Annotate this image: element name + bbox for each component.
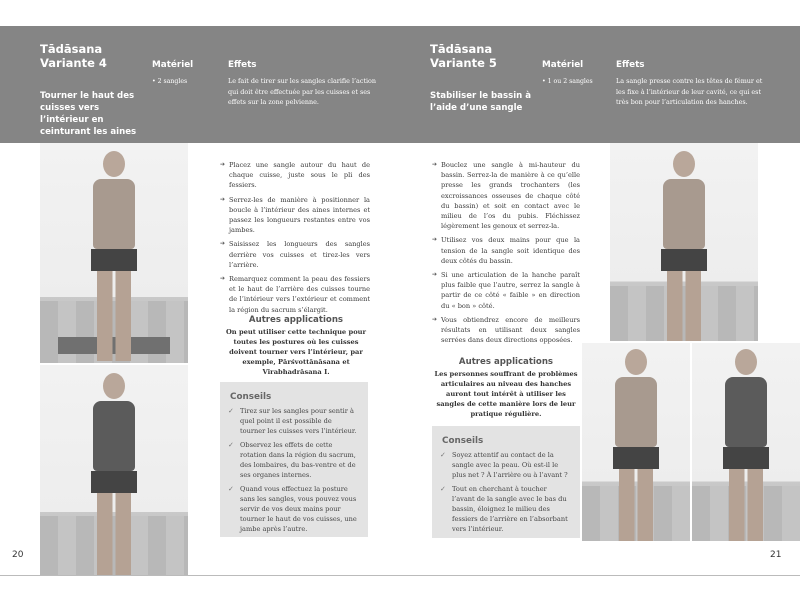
- right-apps-text: Les personnes souffrant de problèmes articulaires au niveau des hanches auront tout intérêt à utiliser les sangles de cette manière lors de leur pratique régulière.: [434, 370, 578, 418]
- figure-front-view: [91, 373, 137, 575]
- tip: ✓ Tirez sur les sangles pour sentir à quel point il est possible de tourner les cuisses vers l’intérieur.: [220, 406, 368, 436]
- step: ➔ Si une articulation de la hanche paraît plus faible que l’autre, serrez la sangle à partir de ce côté « faible » en direction du « bon » côté.: [432, 270, 580, 311]
- left-title: [40, 42, 107, 70]
- right-photo-back-bottom: [692, 343, 800, 541]
- bottom-rule: [0, 575, 800, 576]
- right-photo-strap-front: [610, 143, 758, 341]
- left-materiel: [152, 78, 187, 85]
- step: ➔ Placez une sangle autour du haut de chaque cuisse, juste sous le pli des fessiers.: [220, 160, 370, 191]
- left-title-variant: Variante 4: [40, 56, 107, 70]
- right-apps-heading: Autres applications: [458, 357, 554, 367]
- right-steps: [432, 160, 580, 349]
- right-effets: La sangle presse contre les têtes de fémur et les fixe à l’intérieur de leur cavité, ce qui est très bon pour l’articulation des hanches.: [616, 77, 763, 106]
- right-title: [430, 42, 497, 70]
- left-subtitle: Tourner le haut des cuisses vers l’intérieur en ceinturant les aines: [40, 91, 137, 137]
- left-conseils-box: [220, 382, 368, 537]
- figure-front-strap: [661, 151, 707, 341]
- left-conseils-heading: Conseils: [230, 392, 272, 402]
- right-conseils-box: [432, 426, 580, 538]
- right-materiel: [542, 78, 593, 85]
- step: ➔ Remarquez comment la peau des fessiers et le haut de l’arrière des cuisses tourne de l’intérieur vers l’extérieur et comment la région du sacrum s’élargit.: [220, 274, 370, 315]
- right-materiel-heading: Matériel: [542, 60, 584, 70]
- left-photo-front: [40, 365, 188, 575]
- right-photo-front-bottom: [582, 343, 690, 541]
- figure-front-strap-lower: [613, 349, 659, 541]
- page-number-right: 21: [770, 550, 782, 560]
- right-title-variant: Variante 5: [430, 56, 497, 70]
- tip: ✓ Quand vous effectuez la posture sans les sangles, vous pouvez vous servir de vos deux mains pour tourner le haut de vos cuisses, une jambe après l’autre.: [220, 484, 368, 534]
- step: ➔ Utilisez vos deux mains pour que la tension de la sangle soit identique des deux côtés du bassin.: [432, 235, 580, 266]
- left-materiel-heading: Matériel: [152, 60, 194, 70]
- left-other-applications: [222, 315, 370, 377]
- right-subtitle: Stabiliser le bassin à l’aide d’une sangle: [430, 91, 532, 113]
- step: ➔ Saisissez les longueurs des sangles derrière vos cuisses et tirez-les vers l’arrière.: [220, 239, 370, 270]
- left-photo-back: [40, 143, 188, 363]
- step: ➔ Vous obtiendrez encore de meilleurs résultats en utilisant deux sangles serrées dans deux directions opposées.: [432, 315, 580, 346]
- left-title-name: Tādāsana: [40, 42, 103, 56]
- right-materiel-text: 1 ou 2 sangles: [547, 78, 593, 85]
- step: ➔ Serrez-les de manière à positionner la boucle à l’intérieur des aines internes et passez les longueurs restantes entre vos jambes.: [220, 195, 370, 236]
- left-effets: Le fait de tirer sur les sangles clarifie l’action qui doit être effectuée par les cuisses et ses effets sur la zone pelvienne.: [228, 77, 377, 106]
- figure-back-strap: [723, 349, 769, 541]
- step: ➔ Bouclez une sangle à mi-hauteur du bassin. Serrez-la de manière à ce qu’elle presse les grands trochanters (les excroissances osseuses de chaque côté du bassin) et soit en contact avec le milieu de l’os du pubis. Fléchissez légèrement les genoux et serrez-la.: [432, 160, 580, 231]
- right-page: [400, 0, 800, 600]
- left-steps: [220, 160, 370, 319]
- tip: ✓ Tout en cherchant à toucher l’avant de la sangle avec le bas du bassin, éloignez le milieu des fessiers de l’arrière en l’absorbant vers l’intérieur.: [432, 484, 580, 534]
- left-materiel-text: 2 sangles: [157, 78, 188, 85]
- tip: ✓ Soyez attentif au contact de la sangle avec la peau. Où est-il le plus net ? À l’arrière ou à l’avant ?: [432, 450, 580, 480]
- left-effets-heading: Effets: [228, 60, 257, 70]
- left-apps-text: On peut utiliser cette technique pour toutes les postures où les cuisses doivent tourner vers l’intérieur, par exemple, Pārśvottānāsana et Vīrabhadrāsana I.: [225, 328, 367, 376]
- right-other-applications: [432, 357, 580, 419]
- page-number-left: 20: [12, 550, 24, 560]
- right-title-name: Tādāsana: [430, 42, 493, 56]
- tip: ✓ Observez les effets de cette rotation dans la région du sacrum, des lombaires, du bas-ventre et de ses organes internes.: [220, 440, 368, 480]
- left-header: [0, 26, 400, 143]
- right-effets-heading: Effets: [616, 60, 645, 70]
- right-conseils-heading: Conseils: [442, 436, 484, 446]
- right-header: [400, 26, 800, 143]
- left-apps-heading: Autres applications: [248, 315, 344, 325]
- figure-back-view: [91, 151, 137, 361]
